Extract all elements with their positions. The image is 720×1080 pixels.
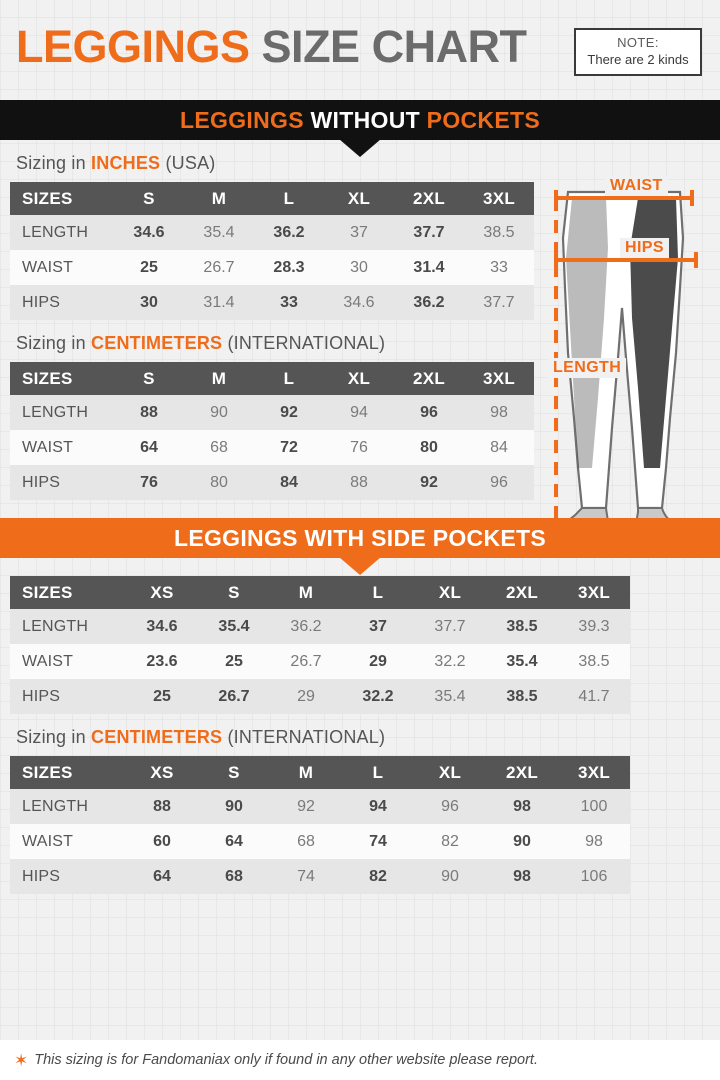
col-header-s: S xyxy=(198,756,270,789)
row-label: WAIST xyxy=(22,652,74,670)
cell: 26.7 xyxy=(203,258,235,276)
banner-with-side-pockets-text: LEGGINGS WITH SIDE POCKETS xyxy=(174,524,546,551)
cell: 76 xyxy=(140,473,158,491)
cell: 26.7 xyxy=(218,687,250,705)
col-header-l: L xyxy=(342,756,414,789)
row-label: LENGTH xyxy=(22,403,89,421)
table-with-pockets-cm xyxy=(10,756,630,894)
subheading-cm-1-pre: Sizing in xyxy=(16,333,92,353)
page-title-part1: LEGGINGS xyxy=(16,21,250,72)
subheading-cm-2-post: (INTERNATIONAL) xyxy=(222,727,386,747)
cell: 94 xyxy=(369,797,387,815)
row-label: LENGTH xyxy=(22,797,89,815)
cell: 68 xyxy=(210,438,228,456)
cell: 98 xyxy=(513,797,531,815)
cell: 88 xyxy=(140,403,158,421)
col-header-2xl: 2XL xyxy=(394,362,464,395)
note-text: There are 2 kinds xyxy=(587,52,689,67)
row-label: WAIST xyxy=(22,832,74,850)
cell: 38.5 xyxy=(483,223,515,241)
subheading-inches-1-pre: Sizing in xyxy=(16,153,92,173)
cell: 37.7 xyxy=(483,293,515,311)
cell: 37.7 xyxy=(434,617,466,635)
cell: 33 xyxy=(490,258,508,276)
col-header-2xl: 2XL xyxy=(394,182,464,215)
table-row xyxy=(10,285,534,320)
leggings-figure xyxy=(520,168,720,568)
table-row xyxy=(10,644,630,679)
cell: 34.6 xyxy=(133,223,165,241)
cell: 92 xyxy=(297,797,315,815)
footer-disclaimer xyxy=(0,1040,720,1080)
col-header-m: M xyxy=(184,182,254,215)
col-header-xs: XS xyxy=(126,576,198,609)
table-row xyxy=(10,465,534,500)
cell: 90 xyxy=(210,403,228,421)
col-header-3xl: 3XL xyxy=(558,576,630,609)
cell: 98 xyxy=(513,867,531,885)
row-label: WAIST xyxy=(22,438,74,456)
table-row xyxy=(10,824,630,859)
cell: 35.4 xyxy=(203,223,235,241)
cell: 36.2 xyxy=(290,617,322,635)
figure-hips-label: HIPS xyxy=(620,238,669,258)
col-header-sizes: SIZES xyxy=(10,362,114,395)
col-header-s: S xyxy=(198,576,270,609)
cell: 68 xyxy=(297,832,315,850)
col-header-m: M xyxy=(270,576,342,609)
note-label: NOTE: xyxy=(617,35,659,50)
cell: 23.6 xyxy=(146,652,178,670)
cell: 80 xyxy=(210,473,228,491)
table-row xyxy=(10,395,534,430)
col-header-l: L xyxy=(254,182,324,215)
cell: 106 xyxy=(580,867,608,885)
col-header-xl: XL xyxy=(324,362,394,395)
banner-arrow-icon xyxy=(339,139,381,157)
cell: 76 xyxy=(350,438,368,456)
col-header-3xl: 3XL xyxy=(558,756,630,789)
row-label: HIPS xyxy=(22,293,61,311)
cell: 72 xyxy=(280,438,298,456)
cell: 90 xyxy=(513,832,531,850)
cell: 98 xyxy=(585,832,603,850)
cell: 32.2 xyxy=(434,652,466,670)
table-row xyxy=(10,679,630,714)
subheading-cm-2-pre: Sizing in xyxy=(16,727,92,747)
banner1-word3: POCKETS xyxy=(426,106,540,133)
note-box xyxy=(574,28,702,76)
cell: 29 xyxy=(297,687,315,705)
col-header-2xl: 2XL xyxy=(486,756,558,789)
col-header-2xl: 2XL xyxy=(486,576,558,609)
cell: 96 xyxy=(441,797,459,815)
footer-text: This sizing is for Fandomaniax only if found in any other website please report. xyxy=(34,1052,538,1068)
table-row xyxy=(10,789,630,824)
table-header-row xyxy=(10,362,534,395)
cell: 84 xyxy=(280,473,298,491)
banner-without-pockets-text xyxy=(180,107,540,134)
banner-arrow-icon xyxy=(339,557,381,575)
banner-without-pockets xyxy=(0,100,720,140)
cell: 92 xyxy=(420,473,438,491)
cell: 38.5 xyxy=(578,652,610,670)
subheading-inches-1-unit: INCHES xyxy=(91,153,161,173)
figure-length-label: LENGTH xyxy=(548,358,626,378)
cell: 33 xyxy=(280,293,298,311)
col-header-3xl: 3XL xyxy=(464,182,534,215)
cell: 80 xyxy=(420,438,438,456)
col-header-xl: XL xyxy=(414,576,486,609)
cell: 38.5 xyxy=(506,687,538,705)
cell: 37.7 xyxy=(413,223,445,241)
cell: 64 xyxy=(153,867,171,885)
cell: 96 xyxy=(420,403,438,421)
cell: 60 xyxy=(153,832,171,850)
col-header-l: L xyxy=(342,576,414,609)
table-row xyxy=(10,609,630,644)
cell: 96 xyxy=(490,473,508,491)
star-icon: ✶ xyxy=(14,1050,29,1070)
cell: 88 xyxy=(350,473,368,491)
banner-with-side-pockets xyxy=(0,518,720,558)
subheading-cm-1-post: (INTERNATIONAL) xyxy=(222,333,386,353)
col-header-xl: XL xyxy=(414,756,486,789)
subheading-cm-1-unit: CENTIMETERS xyxy=(91,333,223,353)
cell: 29 xyxy=(369,652,387,670)
cell: 64 xyxy=(140,438,158,456)
cell: 90 xyxy=(441,867,459,885)
cell: 35.4 xyxy=(434,687,466,705)
table-header-row xyxy=(10,756,630,789)
row-label: HIPS xyxy=(22,867,61,885)
row-label: HIPS xyxy=(22,687,61,705)
col-header-sizes: SIZES xyxy=(10,576,126,609)
cell: 35.4 xyxy=(506,652,538,670)
cell: 74 xyxy=(297,867,315,885)
row-label: WAIST xyxy=(22,258,74,276)
table-header-row xyxy=(10,576,630,609)
cell: 68 xyxy=(225,867,243,885)
cell: 36.2 xyxy=(273,223,305,241)
cell: 34.6 xyxy=(343,293,375,311)
row-label: HIPS xyxy=(22,473,61,491)
cell: 100 xyxy=(580,797,608,815)
col-header-m: M xyxy=(184,362,254,395)
cell: 31.4 xyxy=(413,258,445,276)
cell: 37 xyxy=(369,617,387,635)
cell: 94 xyxy=(350,403,368,421)
cell: 64 xyxy=(225,832,243,850)
banner1-word1: LEGGINGS xyxy=(180,106,304,133)
col-header-l: L xyxy=(254,362,324,395)
col-header-sizes: SIZES xyxy=(10,756,126,789)
figure-waist-label: WAIST xyxy=(605,176,668,196)
table-row xyxy=(10,859,630,894)
cell: 25 xyxy=(140,258,158,276)
col-header-m: M xyxy=(270,756,342,789)
cell: 90 xyxy=(225,797,243,815)
table-without-pockets-inches xyxy=(10,182,534,320)
col-header-sizes: SIZES xyxy=(10,182,114,215)
cell: 30 xyxy=(350,258,368,276)
table-row xyxy=(10,250,534,285)
cell: 74 xyxy=(369,832,387,850)
subheading-cm-2-unit: CENTIMETERS xyxy=(91,727,223,747)
table-row xyxy=(10,215,534,250)
cell: 35.4 xyxy=(218,617,250,635)
cell: 82 xyxy=(441,832,459,850)
col-header-s: S xyxy=(114,182,184,215)
cell: 92 xyxy=(280,403,298,421)
col-header-s: S xyxy=(114,362,184,395)
cell: 28.3 xyxy=(273,258,305,276)
cell: 84 xyxy=(490,438,508,456)
subheading-cm-2 xyxy=(0,714,720,756)
table-header-row xyxy=(10,182,534,215)
row-label: LENGTH xyxy=(22,617,89,635)
banner1-word2: WITHOUT xyxy=(310,106,420,133)
table-row xyxy=(10,430,534,465)
col-header-xl: XL xyxy=(324,182,394,215)
table-without-pockets-cm xyxy=(10,362,534,500)
cell: 25 xyxy=(225,652,243,670)
cell: 39.3 xyxy=(578,617,610,635)
page-header xyxy=(0,0,720,100)
page-title-part2: SIZE CHART xyxy=(261,21,527,72)
cell: 31.4 xyxy=(203,293,235,311)
cell: 30 xyxy=(140,293,158,311)
cell: 34.6 xyxy=(146,617,178,635)
cell: 98 xyxy=(490,403,508,421)
table-with-pockets-inches xyxy=(10,576,630,714)
cell: 41.7 xyxy=(578,687,610,705)
cell: 82 xyxy=(369,867,387,885)
col-header-3xl: 3XL xyxy=(464,362,534,395)
row-label: LENGTH xyxy=(22,223,89,241)
cell: 26.7 xyxy=(290,652,322,670)
cell: 37 xyxy=(350,223,368,241)
cell: 25 xyxy=(153,687,171,705)
cell: 38.5 xyxy=(506,617,538,635)
subheading-inches-1-post: (USA) xyxy=(160,153,216,173)
cell: 36.2 xyxy=(413,293,445,311)
cell: 32.2 xyxy=(362,687,394,705)
col-header-xs: XS xyxy=(126,756,198,789)
cell: 88 xyxy=(153,797,171,815)
